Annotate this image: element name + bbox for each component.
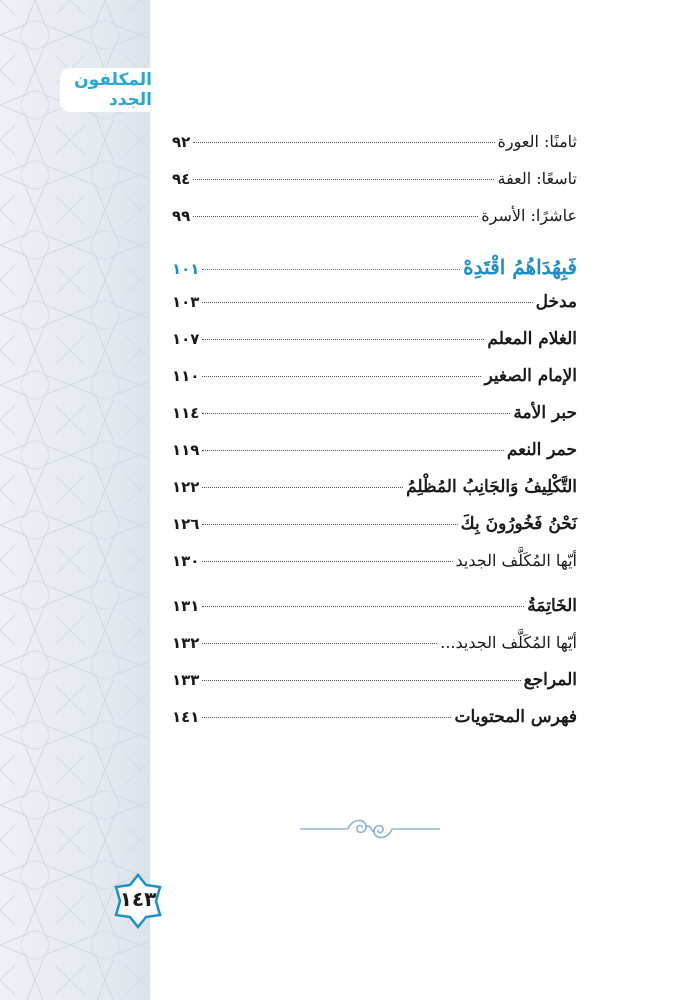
toc-entry[interactable]	[172, 707, 577, 744]
toc-entry-title: أيّها المُكَلَّف الجديد...	[440, 633, 577, 652]
toc-section-heading[interactable]	[172, 255, 577, 292]
toc-entry-title: المراجع	[523, 670, 577, 690]
toc-entry-title: حبر الأمة	[513, 403, 577, 423]
page-number: ١٤٣	[119, 887, 157, 911]
geometric-pattern	[0, 0, 150, 1000]
toc-entry-title: أيّها المُكَلَّف الجديد	[455, 551, 577, 570]
toc-entry-title: تاسعًا: العفة	[497, 169, 577, 188]
toc-entry-page: ٩٤	[172, 170, 191, 188]
book-title-text: المكلفون الجدد	[74, 70, 152, 110]
sidebar-pattern	[0, 0, 150, 1000]
dot-leader	[202, 717, 451, 718]
toc-entry[interactable]	[172, 596, 577, 633]
toc-entry-title: مدخل	[535, 292, 577, 312]
dot-leader	[193, 179, 494, 180]
toc-entry[interactable]	[172, 633, 577, 670]
dot-leader	[202, 376, 481, 377]
toc-entry-title: حمر النعم	[506, 440, 577, 460]
dot-leader	[202, 450, 503, 451]
toc-entry[interactable]	[172, 440, 577, 477]
toc-entry-title: عاشرًا: الأسرة	[481, 206, 577, 225]
toc-entry-title: التَّكْلِيفُ وَالجَانِبُ المُظْلِمُ	[406, 477, 577, 497]
decorative-flourish-icon	[300, 812, 440, 846]
table-of-contents	[172, 132, 577, 744]
toc-entry-page: ١٢٦	[172, 515, 200, 533]
toc-entry-title: الخَاتِمَةُ	[527, 596, 577, 616]
toc-entry-page: ٩٩	[172, 207, 191, 225]
dot-leader	[202, 302, 532, 303]
toc-entry-page: ١١٩	[172, 441, 200, 459]
toc-entry-page: ١٠١	[172, 260, 200, 278]
dot-leader	[193, 216, 478, 217]
toc-entry[interactable]	[172, 551, 577, 588]
toc-entry-page: ١٣١	[172, 597, 200, 615]
toc-entry[interactable]	[172, 366, 577, 403]
toc-entry-title: نَحْنُ فَخُورُونَ بِكَ	[460, 514, 577, 534]
toc-entry-title: فهرس المحتويات	[454, 707, 577, 727]
toc-entry-page: ١٠٧	[172, 330, 200, 348]
toc-entry-page: ١٠٣	[172, 293, 200, 311]
toc-entry[interactable]	[172, 169, 577, 206]
toc-entry-title: الغلام المعلم	[487, 329, 577, 349]
toc-entry[interactable]	[172, 292, 577, 329]
toc-entry-page: ١٤١	[172, 708, 200, 726]
dot-leader	[202, 487, 403, 488]
toc-entry-page: ١٢٢	[172, 478, 200, 496]
toc-entry[interactable]	[172, 132, 577, 169]
book-title-logo	[60, 68, 152, 112]
toc-entry-page: ٩٢	[172, 133, 191, 151]
dot-leader	[202, 680, 520, 681]
toc-entry[interactable]	[172, 477, 577, 514]
dot-leader	[202, 413, 510, 414]
dot-leader	[202, 269, 460, 270]
dot-leader	[193, 142, 494, 143]
toc-entry[interactable]	[172, 329, 577, 366]
toc-entry-page: ١١٤	[172, 404, 200, 422]
dot-leader	[202, 339, 484, 340]
dot-leader	[202, 606, 524, 607]
toc-section-title: فَبِهُدَاهُمُ اقْتَدِهْ	[463, 255, 577, 279]
toc-entry[interactable]	[172, 206, 577, 243]
dot-leader	[202, 561, 452, 562]
toc-entry-page: ١١٠	[172, 367, 200, 385]
toc-entry-page: ١٣٠	[172, 552, 200, 570]
toc-entry-title: الإمام الصغير	[484, 366, 577, 386]
toc-entry-page: ١٣٢	[172, 634, 200, 652]
toc-entry[interactable]	[172, 403, 577, 440]
dot-leader	[202, 643, 437, 644]
toc-entry[interactable]	[172, 514, 577, 551]
toc-entry-title: ثامنًا: العورة	[497, 132, 577, 151]
dot-leader	[202, 524, 457, 525]
toc-entry-page: ١٣٣	[172, 671, 200, 689]
toc-entry[interactable]	[172, 670, 577, 707]
